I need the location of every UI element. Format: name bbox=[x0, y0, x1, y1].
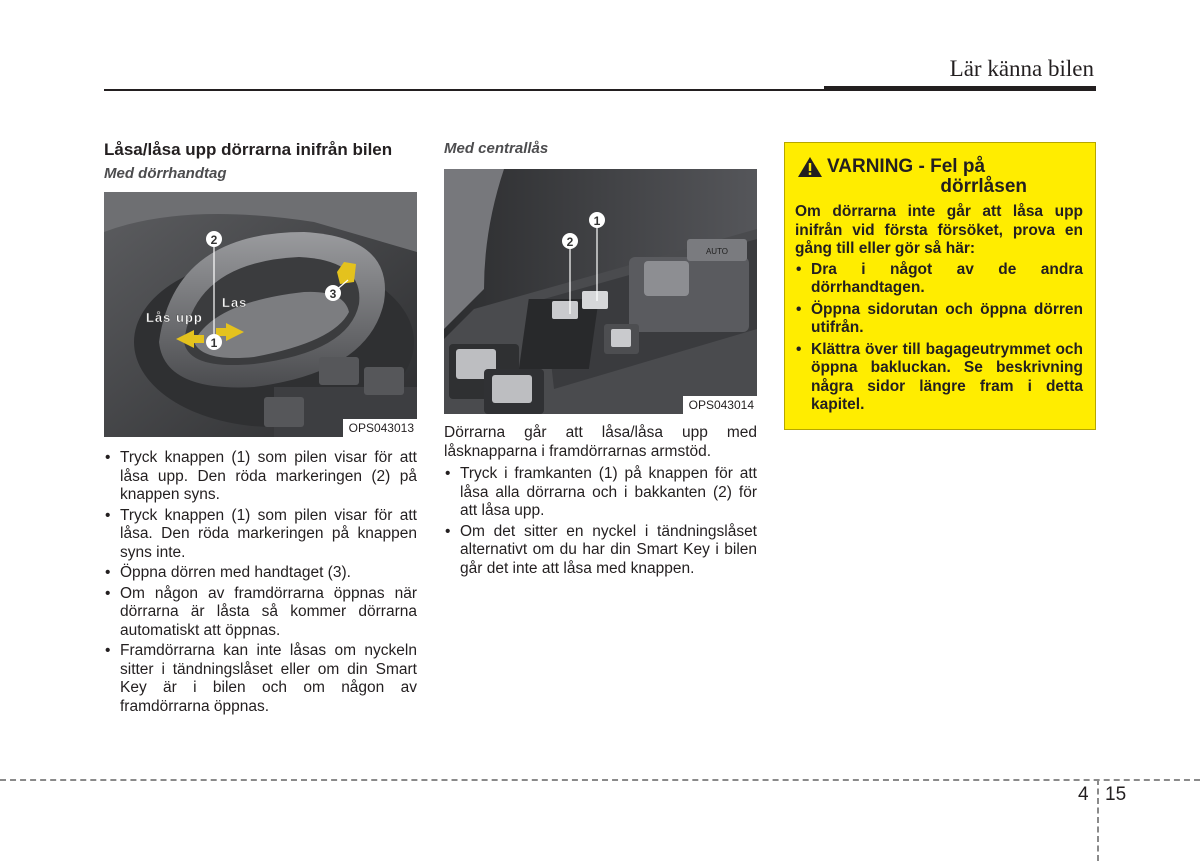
list-item: • Framdörrarna kan inte låsas om nyckeln sitter i tändningslåset eller om din Smart Key är i bilen och om någon av framdörrarna öppnas. bbox=[105, 642, 417, 715]
warning-subject: - Fel på bbox=[918, 156, 986, 177]
callout-3: 3 bbox=[329, 287, 337, 301]
list-item: • Öppna dörren med handtaget (3). bbox=[105, 564, 351, 581]
page-number: 15 bbox=[1105, 784, 1127, 805]
central-lock-intro: Dörrarna går att låsa/låsa upp med låsknapparna i framdörrarnas armstöd. bbox=[444, 424, 757, 460]
list-item: • Tryck knappen (1) som pilen visar för att låsa upp. Den röda markeringen (2) på knappen syns. bbox=[105, 449, 417, 503]
header-rule bbox=[104, 89, 824, 91]
switch-label: AUTO bbox=[705, 247, 729, 256]
figure-code: OPS043014 bbox=[683, 396, 757, 414]
callout-2: 2 bbox=[566, 235, 574, 249]
left-bullet-list bbox=[104, 449, 417, 716]
list-item: • Om någon av framdörrarna öppnas när dörrarna är låsta så kommer dörrarna automatiskt att öppnas. bbox=[105, 584, 417, 639]
label-lock: Las bbox=[222, 295, 248, 310]
list-item: • Tryck i framkanten (1) på knappen för att låsa alla dörrarna och i bakkanten (2) för att låsa upp. bbox=[445, 465, 757, 519]
figure-code: OPS043013 bbox=[343, 419, 417, 437]
chapter-number: 4 bbox=[1078, 784, 1089, 805]
warning-title bbox=[795, 157, 1083, 176]
left-column bbox=[104, 140, 417, 718]
list-item: • Klättra över till bagageutrymmet och öppna bakluckan. Se beskrivning några sidor längre fram i detta kapitel. bbox=[796, 340, 1083, 413]
callout-1: 1 bbox=[593, 214, 601, 228]
list-item: • Tryck knappen (1) som pilen visar för att låsa. Den röda markeringen på knappen syns inte. bbox=[105, 506, 417, 561]
door-handle-figure bbox=[104, 192, 417, 437]
warning-triangle-icon bbox=[797, 155, 823, 179]
list-item: • Öppna sidorutan och öppna dörren utifrån. bbox=[796, 300, 1083, 336]
warning-bullet-list bbox=[795, 261, 1083, 415]
central-lock-figure bbox=[444, 169, 757, 414]
list-item: • Dra i något av de andra dörrhandtagen. bbox=[796, 260, 1083, 296]
warning-box bbox=[784, 142, 1096, 430]
subheading-door-handle: Med dörrhandtag bbox=[104, 165, 227, 182]
middle-column bbox=[444, 140, 757, 580]
section-heading: Låsa/låsa upp dörrarna inifrån bilen bbox=[104, 140, 393, 159]
list-item: • Om det sitter en nyckel i tändningslåset alternativt om du har din Smart Key i bilen går det inte att låsa med knappen. bbox=[445, 522, 757, 577]
door-handle-illustration bbox=[104, 192, 417, 437]
footer-divider bbox=[1097, 779, 1099, 861]
middle-bullet-list bbox=[444, 465, 757, 578]
running-header-title: Lär känna bilen bbox=[949, 56, 1094, 81]
central-lock-illustration bbox=[444, 169, 757, 414]
subheading-central-lock: Med centrallås bbox=[444, 140, 549, 157]
footer-rule bbox=[0, 779, 1200, 781]
callout-1: 1 bbox=[210, 336, 218, 350]
label-unlock: Lås upp bbox=[146, 310, 203, 325]
warning-word: VARNING bbox=[827, 156, 914, 177]
callout-2: 2 bbox=[210, 233, 218, 247]
warning-text: Om dörrarna inte går att låsa upp inifrån vid första försöket, prova en gång till eller gör så här: bbox=[795, 203, 1083, 257]
header-rule-accent bbox=[824, 86, 1096, 91]
warning-title-line2: dörrlåsen bbox=[940, 176, 1027, 197]
